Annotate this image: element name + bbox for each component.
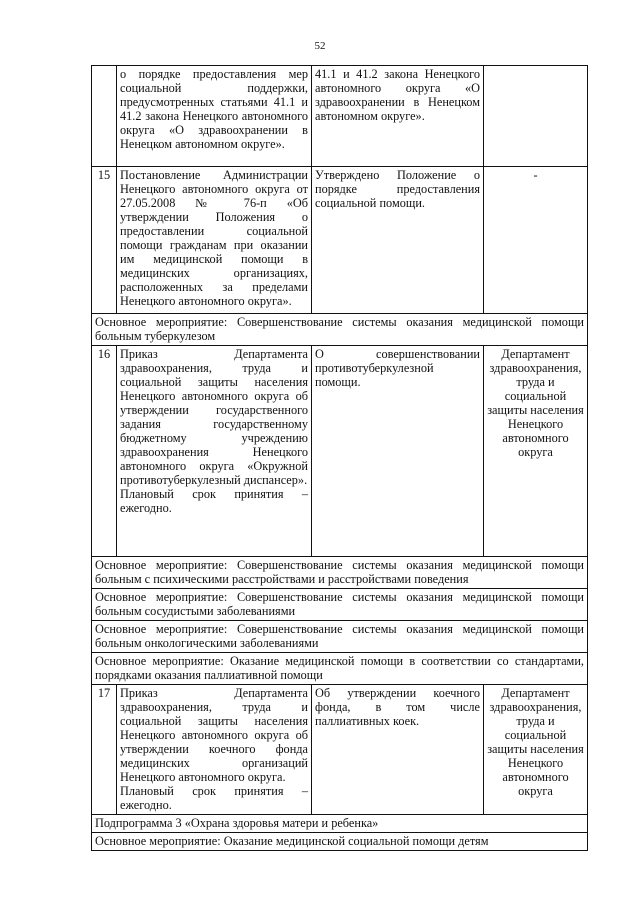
section-row <box>92 653 588 685</box>
row-number <box>92 66 117 167</box>
page-number: 52 <box>314 40 326 52</box>
document-text: Приказ Департамента здравоохранения, труда и социальной защиты населения Ненецкого автономного округа об утверждении коечного фонда медицинских организаций Ненецкого автономного округа. <box>120 686 308 784</box>
row-number: 16 <box>92 346 117 557</box>
section-heading: Основное мероприятие: Совершенствование системы оказания медицинской помощи больным с психическими расстройствами и расстройствами поведения <box>92 557 588 589</box>
document-cell: о порядке предоставления мер социальной поддержки, предусмотренных статьями 41.1 и 41.2 закона Ненецкого автономного округа «О здравоохранении в Ненецком автономном округе». <box>117 66 312 167</box>
document-cell <box>117 685 312 815</box>
row-number: 17 <box>92 685 117 815</box>
executor-cell: Департамент здравоохранения, труда и социальной защиты населения Ненецкого автономного округа <box>484 685 588 815</box>
section-heading: Основное мероприятие: Совершенствование системы оказания медицинской помощи больным онкологическими заболеваниями <box>92 621 588 653</box>
planned-deadline: Плановый срок принятия – ежегодно. <box>120 487 308 515</box>
section-heading: Основное мероприятие: Оказание медицинской помощи в соответствии со стандартами, порядками оказания паллиативной помощи <box>92 653 588 685</box>
table-row-15 <box>92 167 588 314</box>
subprogram-heading: Подпрограмма 3 «Охрана здоровья матери и ребенка» <box>92 815 588 833</box>
content-cell: Утверждено Положение о порядке предоставления социальной помощи. <box>312 167 484 314</box>
executor-cell: Департамент здравоохранения, труда и социальной защиты населения Ненецкого автономного округа <box>484 346 588 557</box>
content-cell: 41.1 и 41.2 закона Ненецкого автономного округа «О здравоохранении в Ненецком автономном округе». <box>312 66 484 167</box>
document-cell: Постановление Администрации Ненецкого автономного округа от 27.05.2008 № 76-п «Об утверждении Положения о предоставлении социальной помощи гражданам при оказании им медицинской помощи в медицинских организациях, расположенных за пределами Ненецкого автономного округа». <box>117 167 312 314</box>
section-row <box>92 314 588 346</box>
document-text: Приказ Департамента здравоохранения, труда и социальной защиты населения Ненецкого автономного округа об утверждении государственного задания государственному бюджетному учреждению здравоохранения Ненецкого автономного округа «Окружной противотуберкулезный диспансер». <box>120 347 308 487</box>
content-cell: О совершенствовании противотуберкулезной помощи. <box>312 346 484 557</box>
section-row <box>92 621 588 653</box>
document-cell <box>117 346 312 557</box>
table-row-17 <box>92 685 588 815</box>
section-row <box>92 589 588 621</box>
executor-cell: - <box>484 167 588 314</box>
section-row <box>92 557 588 589</box>
section-heading: Основное мероприятие: Совершенствование системы оказания медицинской помощи больным туберкулезом <box>92 314 588 346</box>
measures-table <box>91 65 588 851</box>
section-heading: Основное мероприятие: Оказание медицинской социальной помощи детям <box>92 833 588 851</box>
content-cell: Об утверждении коечного фонда, в том числе паллиативных коек. <box>312 685 484 815</box>
row-number: 15 <box>92 167 117 314</box>
section-row <box>92 815 588 833</box>
executor-cell <box>484 66 588 167</box>
table-row-continuation <box>92 66 588 167</box>
table-row-16 <box>92 346 588 557</box>
planned-deadline: Плановый срок принятия – ежегодно. <box>120 784 308 812</box>
section-heading: Основное мероприятие: Совершенствование системы оказания медицинской помощи больным сосудистыми заболеваниями <box>92 589 588 621</box>
section-row <box>92 833 588 851</box>
